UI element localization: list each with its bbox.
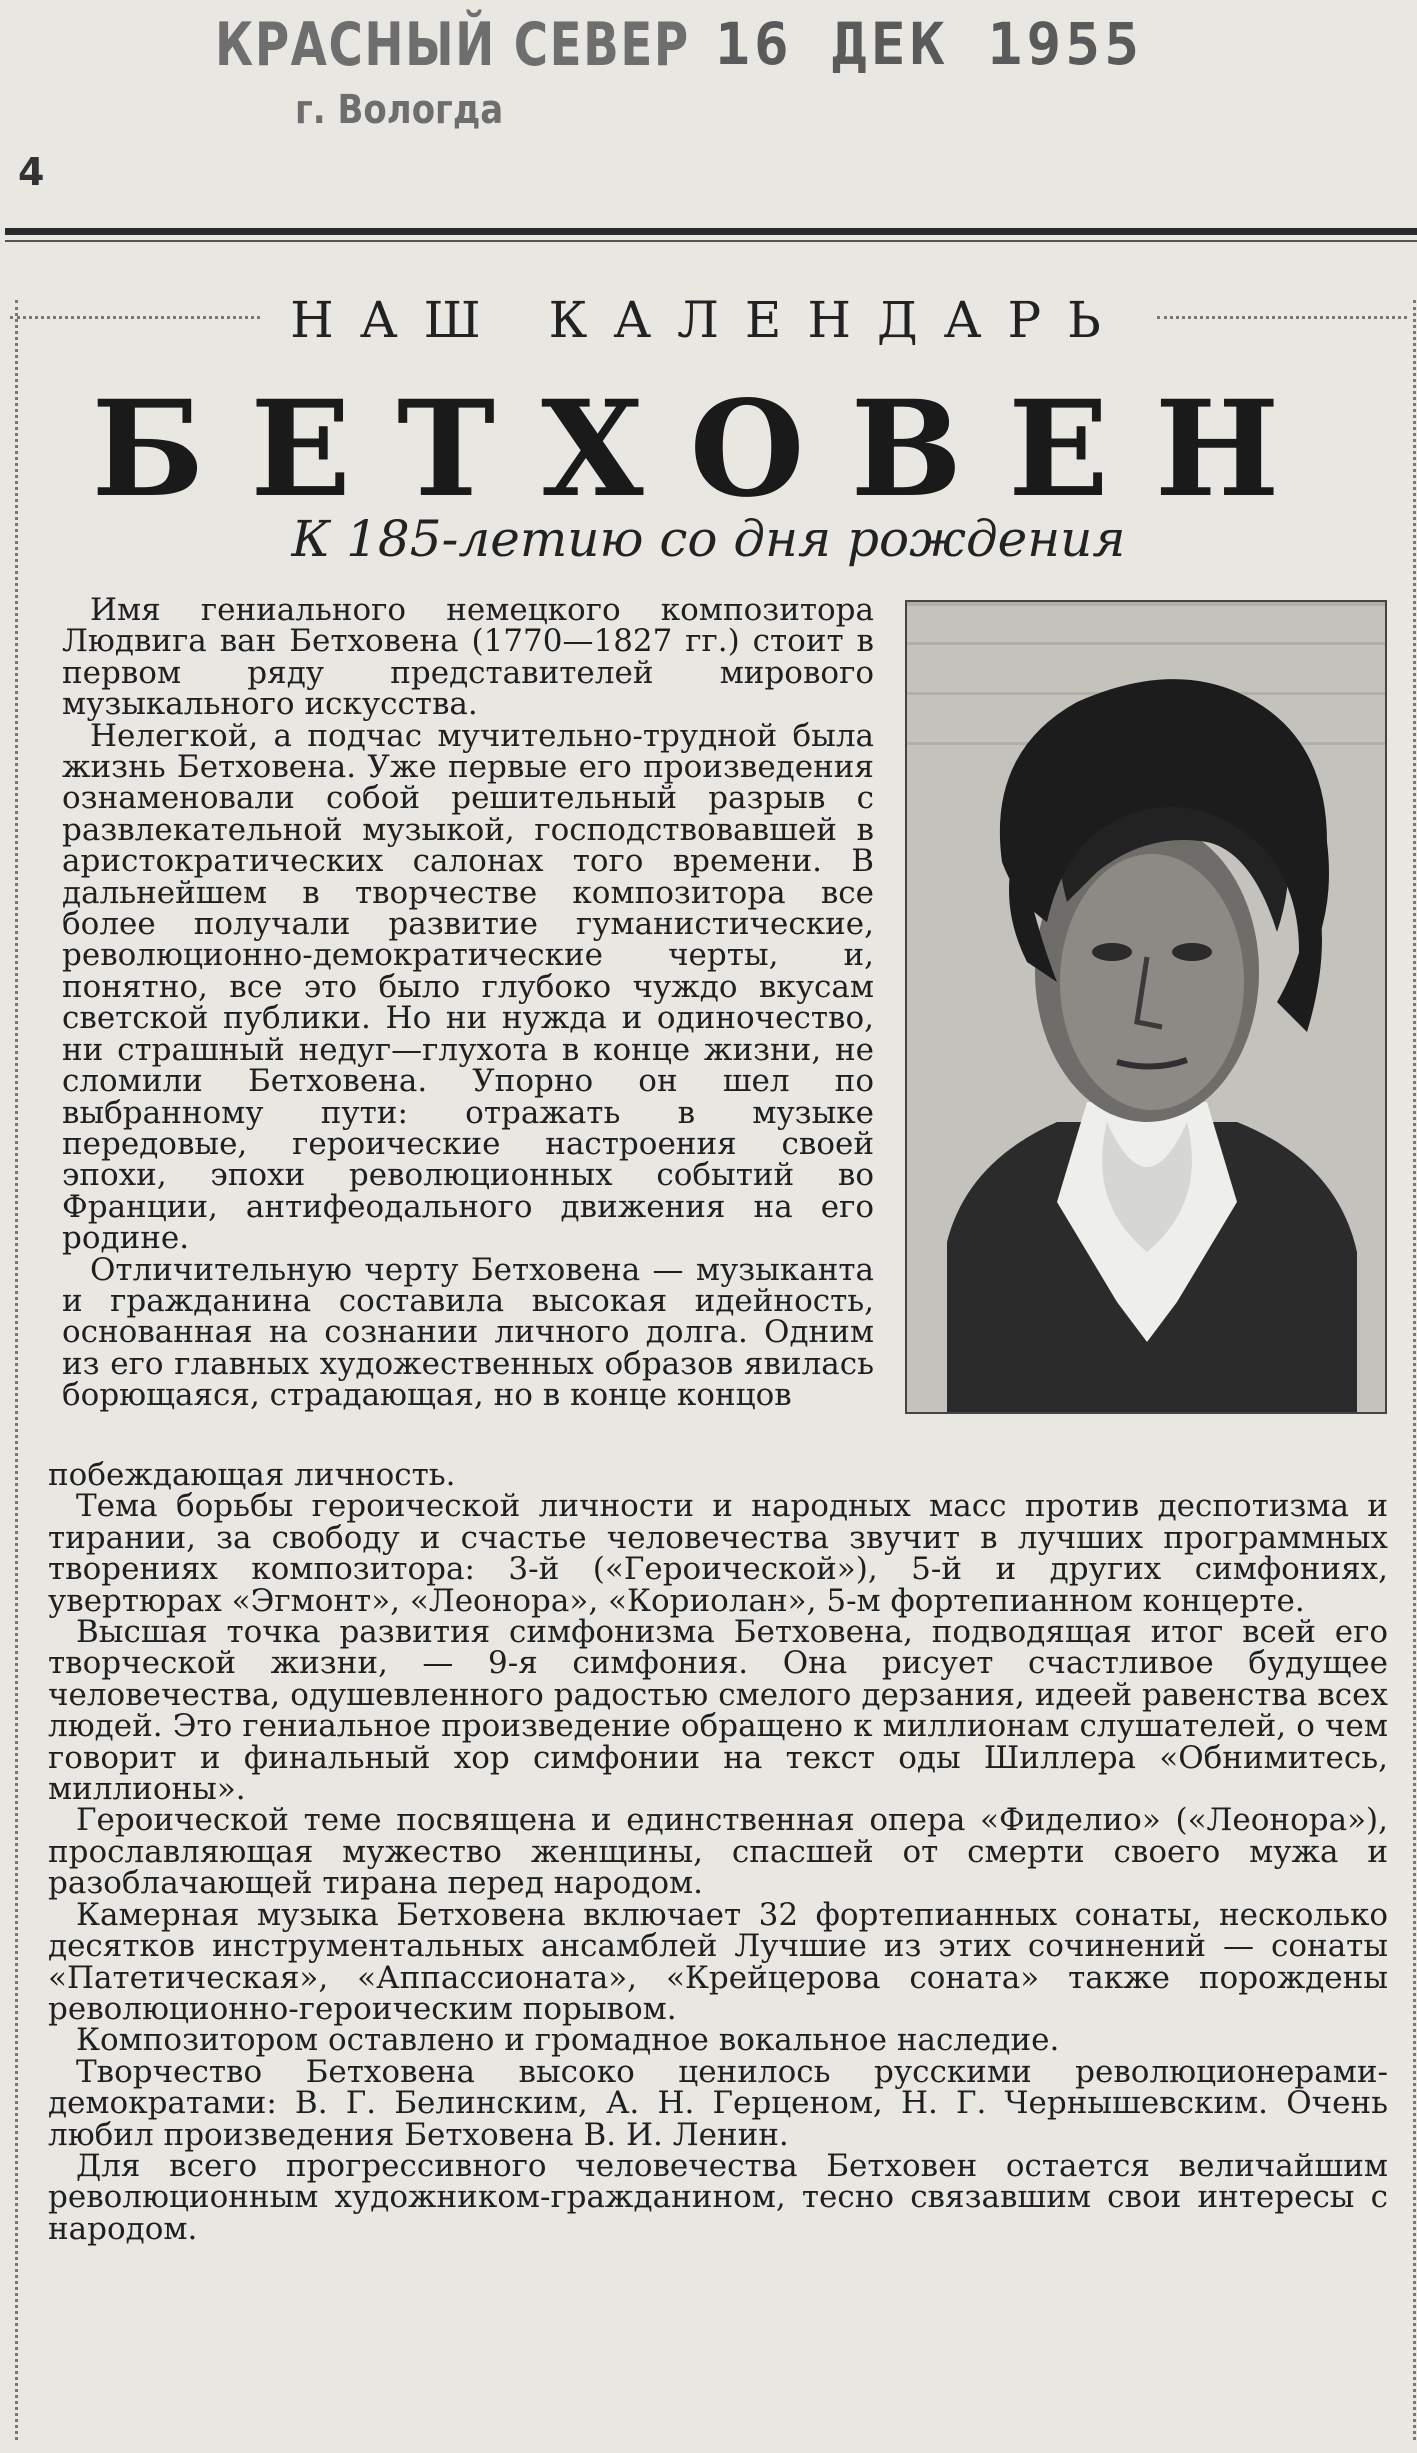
paragraph: Имя гениального немецкого композитора Людвига ван Бетховена (1770—1827 гг.) стоит в первом ряду представителей мирового музыкального искусства.: [62, 592, 874, 723]
article-headline: БЕТХОВЕН: [91, 372, 1326, 527]
stamp-newspaper-name: КРАСНЫЙ СЕВЕР: [215, 10, 690, 80]
paragraph: Нелегкой, а подчас мучительно-трудной была жизнь Бетховена. Уже первые его произведения ознаменовали собой решительный разрыв с развлекательной музыкой, господствовавшей в аристократических салонах того времени. В дальнейшем в творчестве композитора все более получали развитие гуманистические, революционно-демократические черты, и, понятно, все это было глубоко чуждо вкусам светской публики. Но ни нужда и одиночество, ни страшный недуг—глухота в конце жизни, не сломили Бетховена. Упорно он шел по выбранному пути: отражать в музыке передовые, героические настроения своей эпохи, эпохи революционных событий во Франции, антифеодального движения на его родине.: [62, 717, 874, 1257]
paragraph: побеждающая личность.: [48, 1457, 456, 1493]
paragraph: Камерная музыка Бетховена включает 32 фортепианных сонаты, несколько десятков инструментальных ансамблей Лучшие из этих сочинений — сонаты «Патетическая», «Аппассионата», «Крейцерова соната» также порождены революционно-героическим порывом.: [48, 1896, 1388, 2027]
article-column-top: [62, 592, 874, 1414]
rubric-ornament-left: [10, 316, 260, 333]
paragraph: Героической теме посвящена и единственная опера «Фиделио» («Леонора»), прославляющая мужество женщины, спасшей от смерти своего мужа и разоблачающей тирана перед народом.: [48, 1802, 1388, 1902]
page-number: 4: [18, 150, 45, 194]
portrait-drawing: [907, 602, 1385, 1412]
stamp-date: 16 ДЕК 1955: [715, 10, 1144, 78]
paragraph: Высшая точка развития симфонизма Бетховена, подводящая итог всей его творческой жизни, — 9-я симфония. Она рисует счастливое будущее человечества, одушевленного радостью смелого дерзания, идеей равенства всех людей. Это гениальное произведение обращено к миллионам слушателей, о чем говорит и финальный хор симфонии на текст оды Шиллера «Обнимитесь, миллионы».: [48, 1614, 1388, 1808]
paragraph: Тема борьбы героической личности и народных масс против деспотизма и тирании, за свободу и счастье человечества звучит в лучших программных творениях композитора: 3-й («Героической»), 5-й и других симфониях, увертюрах «Эгмонт», «Леонора», «Кориолан», 5-м фортепианном концерте.: [48, 1488, 1388, 1619]
paragraph: Отличительную черту Бетховена — музыканта и гражданина составила высокая идейность, основанная на сознании личного долга. Одним из его главных художественных образов явилась борющаяся, страдающая, но в конце концов: [62, 1251, 874, 1414]
article-subtitle: К 185-летию со дня рождения: [291, 510, 1126, 568]
archive-stamp: [215, 2, 1215, 132]
paragraph: Творчество Бетховена высоко ценилось русскими революционерами-демократами: В. Г. Белинским, А. Н. Герценом, Н. Г. Чернышевским. Очень любил произведения Бетховена В. И. Ленин.: [48, 2053, 1388, 2153]
rubric-row: [10, 290, 1407, 350]
portrait-image: [905, 600, 1387, 1414]
paragraph: Для всего прогрессивного человечества Бетховен остается величайшим революционным художником-гражданином, тесно связавшим свои интересы с народом.: [48, 2147, 1388, 2247]
stamp-city: г. Вологда: [295, 87, 504, 133]
paragraph: Композитором оставлено и громадное вокальное наследие.: [76, 2022, 1060, 2059]
rubric-ornament-right: [1157, 316, 1407, 333]
header-rule: [5, 228, 1417, 235]
header-rule-thin: [5, 240, 1417, 242]
rubric-title: НАШ КАЛЕНДАРЬ: [290, 291, 1127, 349]
article-column-full: [48, 1457, 1388, 2247]
